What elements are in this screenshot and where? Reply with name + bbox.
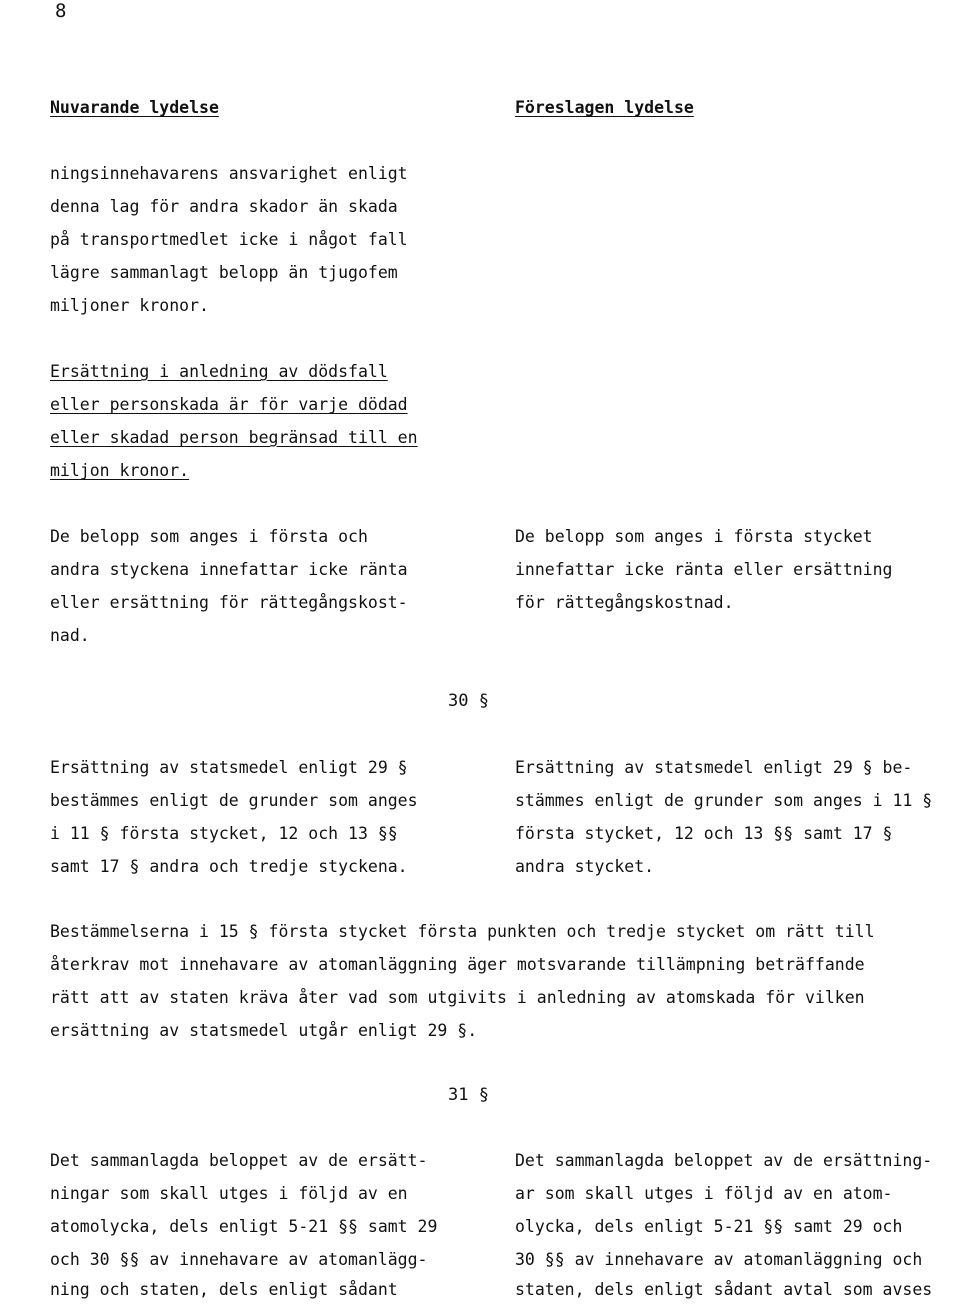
- text-line: atomolycka, dels enligt 5-21 §§ samt 29: [50, 1217, 438, 1236]
- text-line: Bestämmelserna i 15 § första stycket första punkten och tredje stycket om rätt till: [50, 922, 875, 941]
- text-line: eller ersättning för rättegångskost-: [50, 593, 408, 612]
- text-line: stämmes enligt de grunder som anges i 11 §: [515, 791, 933, 810]
- section-heading-30: 30 §: [448, 691, 489, 711]
- text-line: lägre sammanlagt belopp än tjugofem: [50, 263, 398, 282]
- text-line: för rättegångskostnad.: [515, 593, 734, 612]
- text-line: innefattar icke ränta eller ersättning: [515, 560, 893, 579]
- text-line: och 30 §§ av innehavare av atomanlägg-: [50, 1250, 428, 1269]
- text-line: miljoner kronor.: [50, 296, 209, 315]
- text-line: ningar som skall utges i följd av en: [50, 1184, 408, 1203]
- text-line: samt 17 § andra och tredje styckena.: [50, 857, 408, 876]
- section-heading-31: 31 §: [448, 1085, 489, 1105]
- text-line: ar som skall utges i följd av en atom-: [515, 1184, 893, 1203]
- text-line: första stycket, 12 och 13 §§ samt 17 §: [515, 824, 893, 843]
- text-line: De belopp som anges i första stycket: [515, 527, 873, 546]
- heading-proposed-wording: Föreslagen lydelse: [515, 98, 694, 117]
- text-line: ningsinnehavarens ansvarighet enligt: [50, 164, 408, 183]
- text-line: Det sammanlagda beloppet av de ersättning-: [515, 1151, 933, 1170]
- heading-current-wording: Nuvarande lydelse: [50, 98, 219, 117]
- text-line: andra stycket.: [515, 857, 655, 876]
- text-line: Ersättning av statsmedel enligt 29 § be-: [515, 758, 913, 777]
- text-line: på transportmedlet icke i något fall: [50, 230, 408, 249]
- text-line: Det sammanlagda beloppet av de ersätt-: [50, 1151, 428, 1170]
- text-line: Ersättning i anledning av dödsfall: [50, 362, 388, 381]
- text-line: miljon kronor.: [50, 461, 190, 480]
- text-line: rätt att av staten kräva åter vad som utgivits i anledning av atomskada för vilken: [50, 988, 865, 1007]
- text-line: 30 §§ av innehavare av atomanläggning och: [515, 1250, 923, 1269]
- page-number: 8: [55, 0, 67, 22]
- text-line: bestämmes enligt de grunder som anges: [50, 791, 418, 810]
- text-line: andra styckena innefattar icke ränta: [50, 560, 408, 579]
- text-line: återkrav mot innehavare av atomanläggning äger motsvarande tillämpning beträffande: [50, 955, 865, 974]
- text-line: denna lag för andra skador än skada: [50, 197, 398, 216]
- text-line: Ersättning av statsmedel enligt 29 §: [50, 758, 408, 777]
- text-line: ning och staten, dels enligt sådant: [50, 1280, 398, 1299]
- text-line: nad.: [50, 626, 90, 645]
- text-line: De belopp som anges i första och: [50, 527, 368, 546]
- text-line: eller skadad person begränsad till en: [50, 428, 418, 447]
- text-line: olycka, dels enligt 5-21 §§ samt 29 och: [515, 1217, 903, 1236]
- text-line: eller personskada är för varje dödad: [50, 395, 408, 414]
- text-line: ersättning av statsmedel utgår enligt 29 §.: [50, 1021, 478, 1040]
- text-line: staten, dels enligt sådant avtal som avses: [515, 1280, 933, 1299]
- text-line: i 11 § första stycket, 12 och 13 §§: [50, 824, 398, 843]
